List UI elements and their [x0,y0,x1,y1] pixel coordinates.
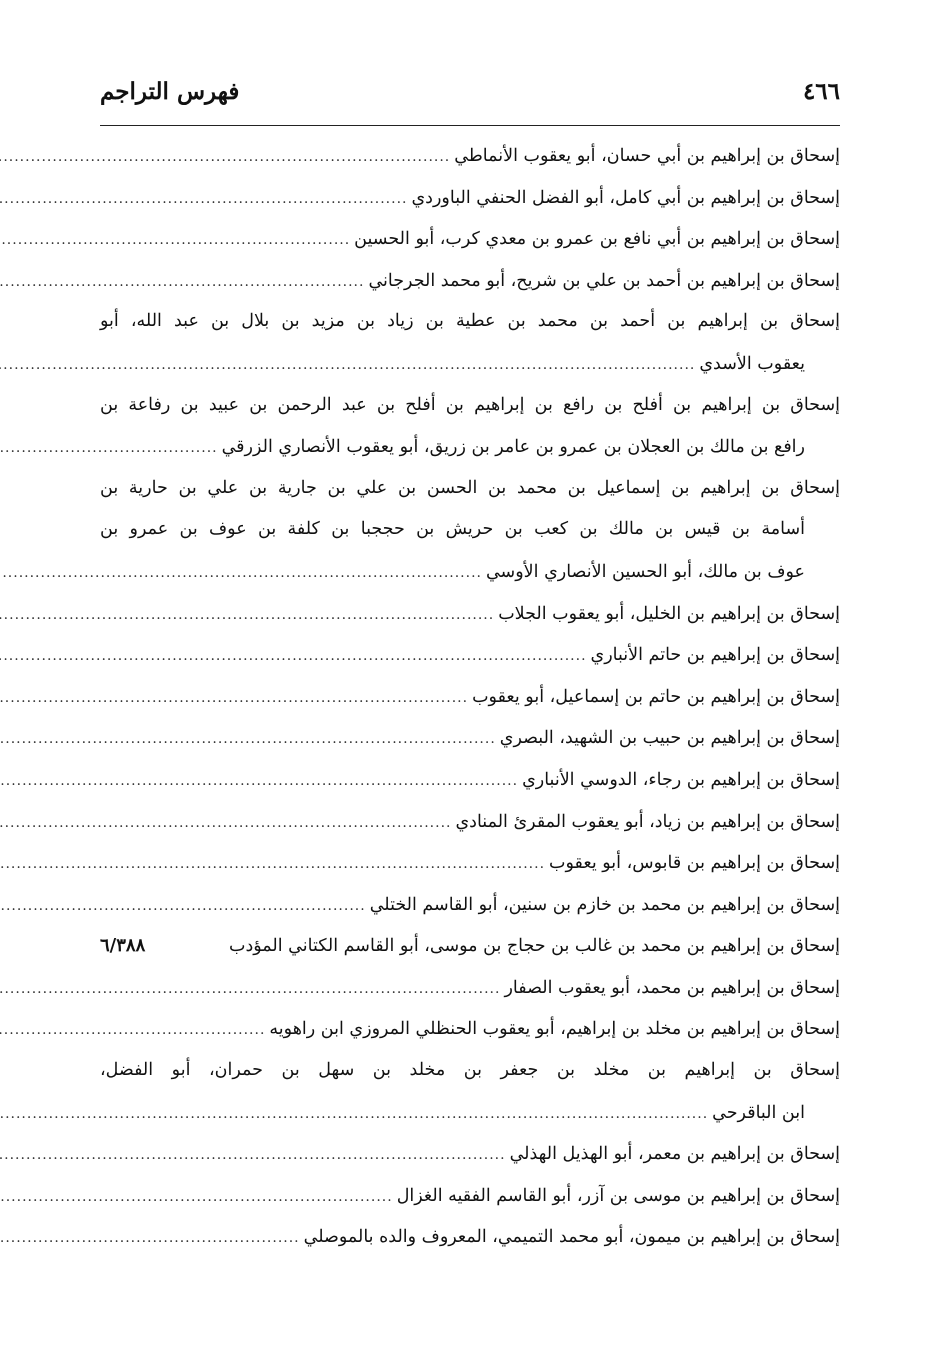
page-title: فهرس التراجم [100,78,240,105]
entry-name: إسحاق بن إبراهيم بن إسماعيل بن محمد بن الحسن بن علي بن جارية بن علي بن حارية بن [100,477,840,498]
index-entry [100,603,840,645]
index-entry-continuation [100,519,840,561]
entry-name: إسحاق بن إبراهيم بن أبي حسان، أبو يعقوب الأنماطي [454,146,840,166]
entry-name: إسحاق بن إبراهيم بن أبي نافع بن عمرو بن معدي كرب، أبو الحسين [354,229,840,250]
dot-leader [0,773,518,789]
entry-name: إسحاق بن إبراهيم بن محمد، أبو يعقوب الصفار [504,977,840,998]
dot-leader [0,1189,393,1205]
dot-leader [0,1022,265,1038]
entry-name: إسحاق بن إبراهيم بن زياد، أبو يعقوب المقرئ المنادي [455,811,840,832]
entry-name: إسحاق بن إبراهيم بن مخلد بن جعفر بن مخلد بن سهل بن حمران، أبو الفضل، [100,1060,840,1081]
dot-leader [0,274,364,290]
entry-name: إسحاق بن إبراهيم بن ميمون، أبو محمد التميمي، المعروف والده بالموصلي [303,1227,840,1248]
index-entry [100,769,840,811]
index-entry [100,1018,840,1060]
entry-name: عوف بن مالك، أبو الحسين الأنصاري الأوسي [485,561,805,582]
page-header [100,70,840,120]
header-divider [100,125,840,126]
index-entry-continuation [100,1102,840,1144]
entry-name: رافع بن مالك بن العجلان بن عمرو بن عامر بن زريق، أبو يعقوب الأنصاري الزرقي [221,437,805,458]
entry-name: إسحاق بن إبراهيم بن حبيب بن الشهيد، البصري [499,728,840,749]
entry-name: إسحاق بن إبراهيم بن أحمد بن علي بن شريح، أبو محمد الجرجاني [368,270,840,291]
dot-leader [0,898,366,914]
page-number: ٤٦٦ [802,78,840,105]
entry-name: إسحاق بن إبراهيم بن الخليل، أبو يعقوب الجلاب [498,603,840,624]
entry-name: إسحاق بن إبراهيم بن حاتم بن إسماعيل، أبو يعقوب [472,686,840,707]
index-entry [100,228,840,270]
index-page [100,0,840,1361]
entry-name: إسحاق بن إبراهيم بن أحمد بن محمد بن عطية بن زياد بن مزيد بن بلال بن عبد الله، أبو [100,311,840,332]
entry-name: إسحاق بن إبراهيم بن معمر، أبو الهذيل الهذلي [509,1144,840,1165]
index-entry-continuation [100,436,840,478]
index-entry [100,935,840,977]
dot-leader [0,1106,708,1122]
dot-leader [0,690,468,706]
dot-leader [0,149,450,165]
dot-leader [0,607,494,623]
dot-leader [0,856,545,872]
index-entry [100,1143,840,1185]
index-entry [100,811,840,853]
index-entry [100,1185,840,1227]
index-entry [100,311,840,353]
entry-name: إسحاق بن إبراهيم بن محمد بن خازم بن سنين، أبو القاسم الختلي [369,894,840,915]
entries-list [100,145,840,1268]
dot-leader [0,357,695,373]
index-entry [100,1060,840,1102]
index-entry [100,644,840,686]
dot-leader [0,815,451,831]
entry-name: إسحاق بن إبراهيم بن رجاء، الدوسي الأنباري [522,769,840,790]
index-entry [100,395,840,437]
entry-name: أسامة بن قيس بن مالك بن كعب بن حريش بن حججبا بن كلفة بن عوف بن عمرو بن [100,519,805,540]
entry-name: إسحاق بن إبراهيم بن قابوس، أبو يعقوب [549,853,840,874]
dot-leader [0,1230,300,1246]
index-entry-continuation [100,561,840,603]
dot-leader [0,565,482,581]
index-entry [100,686,840,728]
index-entry [100,270,840,312]
dot-leader [0,440,218,456]
dot-leader [0,191,407,207]
index-entry [100,727,840,769]
entry-reference: ٦/٣٨٨ [100,935,146,957]
dot-leader [0,731,496,747]
index-entry [100,1226,840,1268]
index-entry [100,852,840,894]
entry-name: إسحاق بن إبراهيم بن مخلد بن إبراهيم، أبو يعقوب الحنظلي المروزي ابن راهويه [269,1019,840,1040]
entry-name: ابن الباقرحي [712,1102,805,1123]
index-entry [100,187,840,229]
index-entry [100,145,840,187]
entry-name: إسحاق بن إبراهيم بن أفلح بن رافع بن إبراهيم بن أفلح بن عبد الرحمن بن عبيد بن رفاعة بن [100,394,840,415]
dot-leader [0,1147,506,1163]
index-entry [100,478,840,520]
entry-name: إسحاق بن إبراهيم بن أبي كامل، أبو الفضل الحنفي الباوردي [411,187,840,208]
index-entry [100,977,840,1019]
entry-name: إسحاق بن إبراهيم بن حاتم الأنباري [590,645,840,666]
entry-name: يعقوب الأسدي [699,353,805,374]
index-entry [100,894,840,936]
entry-name: إسحاق بن إبراهيم بن محمد بن غالب بن حجاج بن موسى، أبو القاسم الكتاني المؤدب [228,936,840,957]
dot-leader [0,232,350,248]
index-entry-continuation [100,353,840,395]
entry-name: إسحاق بن إبراهيم بن موسى بن آزر، أبو القاسم الفقيه الغزال [396,1185,840,1206]
dot-leader [0,648,587,664]
dot-leader [0,981,500,997]
